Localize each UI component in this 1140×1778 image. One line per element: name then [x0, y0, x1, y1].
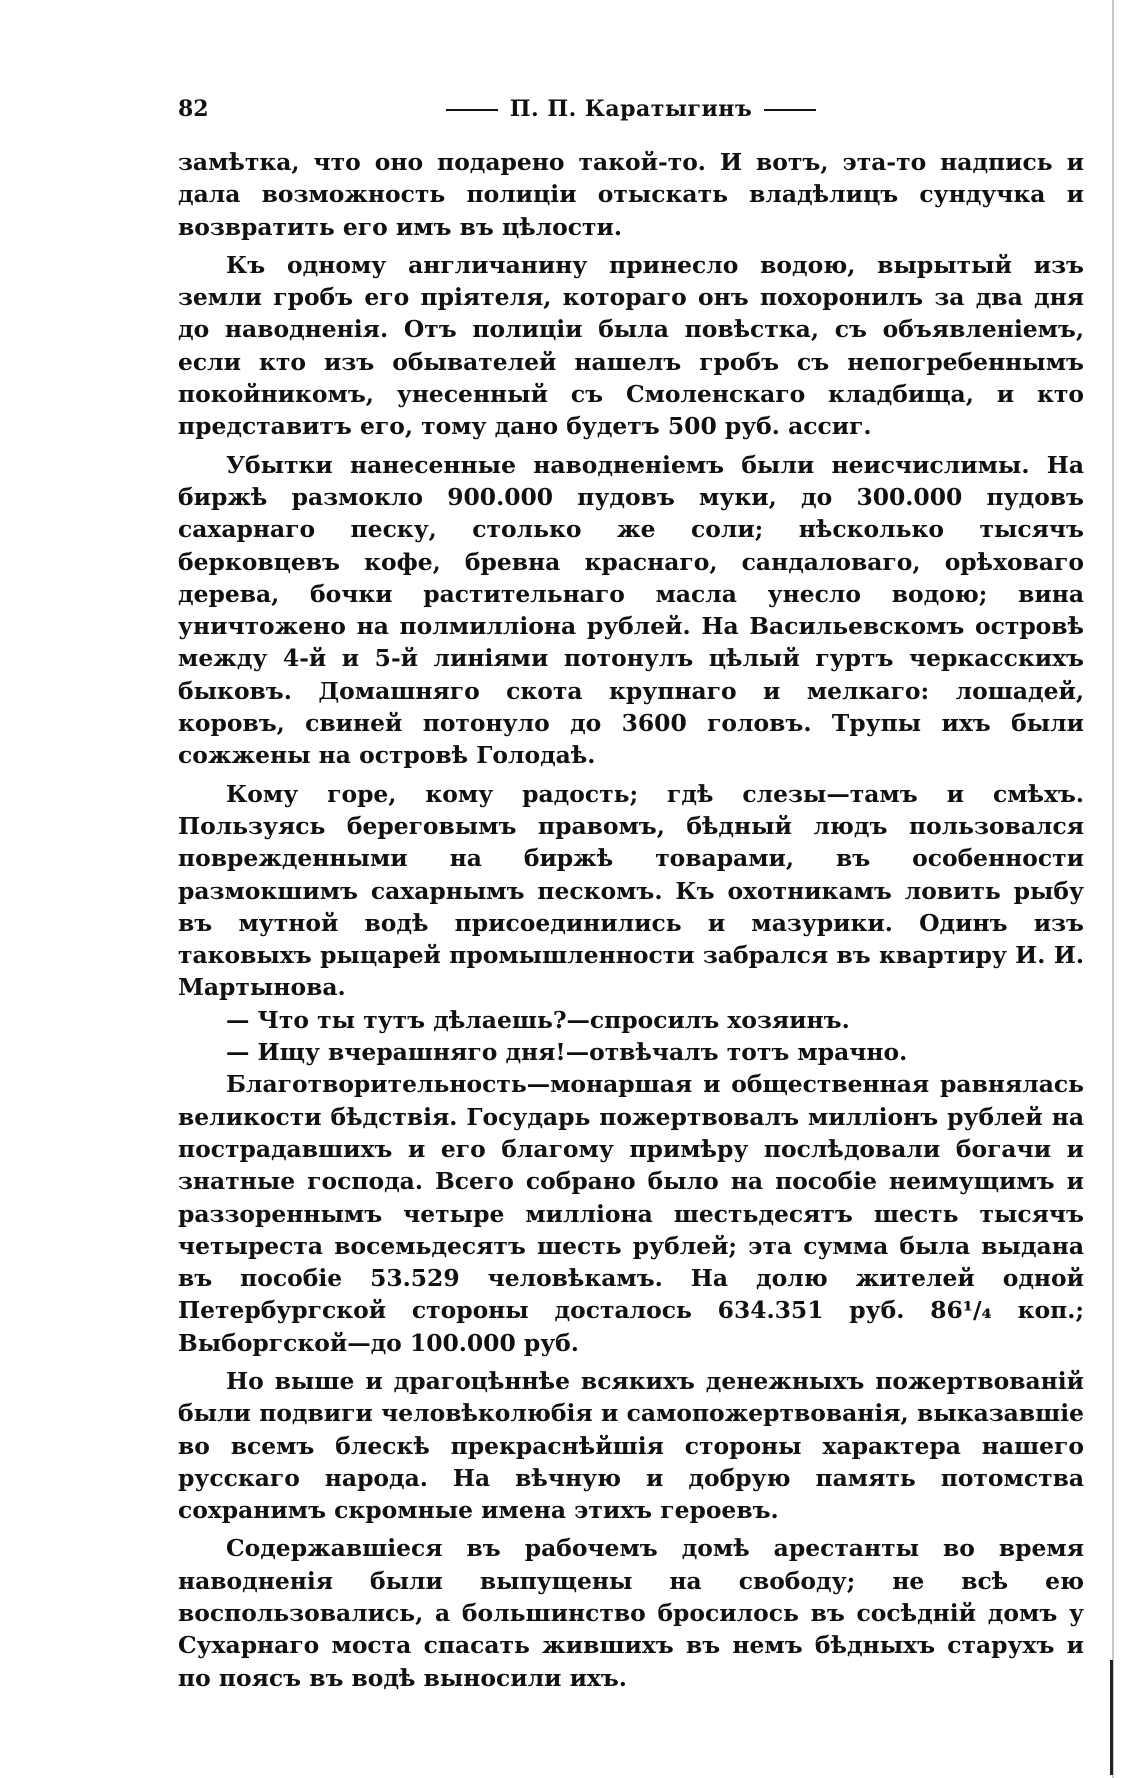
paragraph-losses: Убытки нанесенные наводненіемъ были неисчислимы. На биржѣ размокло 900.000 пудовъ муки, до 300.000 пудовъ сахарнаго песку, столько же соли; нѣсколько тысячъ берковцевъ кофе, бревна краснаго, сандаловаго, орѣховаго дерева, бочки растительнаго масла унесло водою; вина уничтожено на полмилліона рублей. На Васильевскомъ островѣ между 4-й и 5-й линіями потонулъ цѣлый гуртъ черкасскихъ быковъ. Домашняго скота крупнаго и мелкаго: лошадей, коровъ, свиней потонуло до 3600 головъ. Трупы ихъ были сожжены на островѣ Голодаѣ.	[178, 450, 1084, 770]
paragraph-charity: Благотворительность—монаршая и общественная равнялась великости бѣдствія. Государь пожертвовалъ милліонъ рублей на пострадавшихъ и его благому примѣру послѣдовали богачи и знатные господа. Всего собрано было на пособіе неимущимъ и раззореннымъ четыре милліона шестьдесятъ шесть тысячъ четыреста восемьдесятъ шесть рублей; эта сумма была выдана въ пособіе 53.529 человѣкамъ. На долю жителей одной Петербургской стороны досталось 634.351 руб. 86¹/₄ коп.; Выборгской—до 100.000 руб.	[178, 1070, 1084, 1357]
title-dash-left	[446, 109, 498, 111]
title-dash-right	[764, 109, 816, 111]
dialogue-line-question: — Что ты тутъ дѣлаешь?—спросилъ хозяинъ.	[226, 1005, 850, 1034]
paragraph-heroism: Но выше и драгоцѣннѣе всякихъ денежныхъ пожертвованій были подвиги человѣколюбія и самопожертвованія, выказавшіе во всемъ блескѣ прекраснѣйшія стороны характера нашего русскаго народа. На вѣчную и добрую память потомства сохранимъ скромные имена этихъ героевъ.	[178, 1366, 1084, 1525]
running-title	[178, 96, 1084, 122]
paragraph-looting: Кому горе, кому радость; гдѣ слезы—тамъ и смѣхъ. Пользуясь береговымъ правомъ, бѣдный людъ пользовался поврежденными на биржѣ товарами, въ особенности размокшимъ сахарнымъ пескомъ. Къ охотникамъ ловить рыбу въ мутной водѣ присоединились и мазурики. Одинъ изъ таковыхъ рыцарей промышленности забрался въ квартиру И. И. Мартынова.	[178, 779, 1084, 1002]
page-edge-rule	[1112, 0, 1114, 1778]
page-header	[178, 96, 1084, 130]
page-number: 82	[178, 96, 209, 122]
running-title-text: П. П. Каратыгинъ	[509, 96, 753, 122]
paragraph-prisoners: Содержавшіеся въ рабочемъ домѣ арестанты во время наводненія были выпущены на свободу; не всѣ ею воспользовались, а большинство бросилось въ сосѣдній домъ у Сухарнаго моста спасать жившихъ въ немъ бѣдныхъ старухъ и по поясъ въ водѣ выносили ихъ.	[178, 1534, 1084, 1692]
page-edge-shadow	[1110, 1660, 1113, 1775]
paragraph-continuation: замѣтка, что оно подарено такой-то. И вотъ, эта-то надпись и дала возможность полиціи отыскать владѣлицъ сундучка и возвратить его имъ въ цѣлости.	[178, 148, 1084, 241]
paragraph-coffin: Къ одному англичанину принесло водою, вырытый изъ земли гробъ его пріятеля, котораго онъ похоронилъ за два дня до наводненія. Отъ полиціи была повѣстка, съ объявленіемъ, если кто изъ обывателей нашелъ гробъ съ непогребеннымъ покойникомъ, унесенный съ Смоленскаго кладбища, и кто представитъ его, тому дано будетъ 500 руб. ассиг.	[178, 250, 1084, 441]
body-text	[178, 146, 1084, 1694]
dialogue-line-answer: — Ищу вчерашняго дня!—отвѣчалъ тотъ мрачно.	[226, 1038, 908, 1067]
